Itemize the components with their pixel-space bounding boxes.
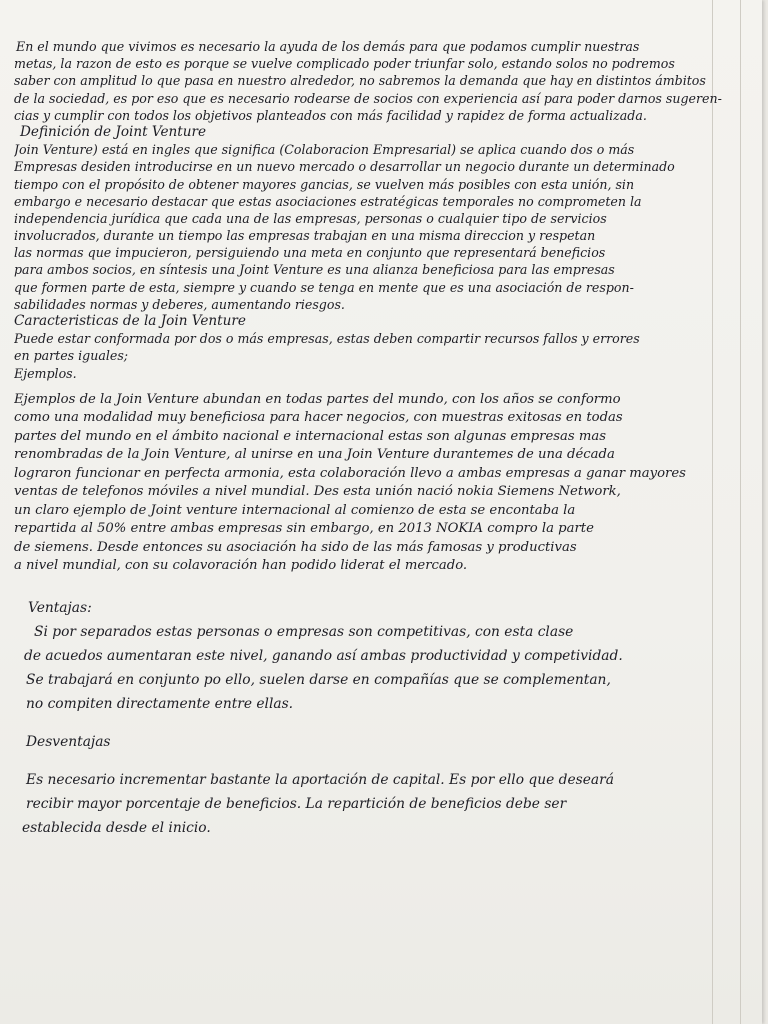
text-line: como una modalidad muy beneficiosa para hacer negocios, con muestras exitosas en todas [14,410,623,426]
section-heading: Desventajas [26,733,111,750]
intro-paragraph [14,38,742,124]
text-line: embargo e necesario destacar que estas asociaciones estratégicas temporales no comprometen la [14,193,642,209]
text-line: establecida desde el inicio. [22,819,211,836]
text-line: Si por separados estas personas o empresas son competitivas, con esta clase [34,623,574,640]
text-line: que formen parte de esta, siempre y cuando se tenga en mente que es una asociación de respon- [14,279,634,295]
examples-section [14,365,742,576]
text-line: a nivel mundial, con su colavoración han podido liderat el mercado. [14,558,468,574]
text-line: En el mundo que vivimos es necesario la ayuda de los demás para que podamos cumplir nuestras [16,39,640,54]
text-line: independencia jurídica que cada una de las empresas, personas o cualquier tipo de servicios [14,210,607,226]
text-line: saber con amplitud lo que pasa en nuestro alrededor, no sabremos la demanda que hay en distintos ámbitos [14,73,706,89]
text-line: ventas de telefonos móviles a nivel mundial. Des esta unión nació nokia Siemens Network, [14,484,621,500]
text-line: tiempo con el propósito de obtener mayores gancias, se vuelven más posibles con esta unión, sin [14,176,635,192]
text-line: Puede estar conformada por dos o más empresas, estas deben compartir recursos fallos y errores [14,331,640,347]
text-line: recibir mayor porcentaje de beneficios. La repartición de beneficios debe ser [26,795,567,812]
definition-section [14,124,742,313]
text-line: repartida al 50% entre ambas empresas sin embargo, en 2013 NOKIA compro la parte [14,521,594,537]
text-line: Join Venture) está en ingles que significa (Colaboracion Empresarial) se aplica cuando dos o más [14,142,635,158]
text-line: involucrados, durante un tiempo las empresas trabajan en una misma direccion y respetan [14,228,596,244]
text-line: de acuedos aumentaran este nivel, ganando así ambas productividad y competividad. [24,647,623,664]
text-line: cias y cumplir con todos los objetivos planteados con más facilidad y rapidez de forma actualizada. [14,107,647,123]
advantages-section [14,596,742,716]
text-line: no compiten directamente entre ellas. [26,695,294,712]
text-line: lograron funcionar en perfecta armonia, esta colaboración llevo a ambas empresas a ganar mayores [14,465,686,481]
handwritten-text [14,38,742,840]
section-heading: Ventajas: [28,599,92,616]
disadvantages-section [14,730,742,840]
text-line: las normas que impucieron, persiguiendo una meta en conjunto que representará beneficios [14,245,606,261]
text-line: sabilidades normas y deberes, aumentando riesgos. [14,296,345,312]
text-line: un claro ejemplo de Joint venture internacional al comienzo de esta se encontaba la [14,502,576,518]
section-heading: Definición de Joint Venture [20,123,207,140]
text-line: partes del mundo en el ámbito nacional e internacional estas son algunas empresas mas [14,428,606,444]
section-heading: Caracteristicas de la Join Venture [14,313,246,329]
text-line: renombradas de la Join Venture, al unirse en una Join Venture durantemes de una década [14,447,615,463]
text-line: Se trabajará en conjunto po ello, suelen darse en compañías que se complementan, [26,671,611,688]
text-line: de la sociedad, es por eso que es necesario rodearse de socios con experiencia así para poder darnos sugeren- [14,90,722,106]
text-line: Empresas desiden introducirse en un nuevo mercado o desarrollar un negocio durante un determinado [14,159,675,175]
section-heading: Ejemplos. [14,365,77,381]
text-line: Ejemplos de la Join Venture abundan en todas partes del mundo, con los años se conformo [14,391,621,407]
text-line: en partes iguales; [14,348,129,364]
text-line: de siemens. Desde entonces su asociación ha sido de las más famosas y productivas [14,539,577,555]
text-line: metas, la razon de esto es porque se vuelve complicado poder triunfar solo, estando solos no podremos [14,56,675,72]
text-line: para ambos socios, en síntesis una Joint Venture es una alianza beneficiosa para las empresas [14,262,615,278]
text-line: Es necesario incrementar bastante la aportación de capital. Es por ello que deseará [26,771,614,788]
characteristics-section [14,313,742,365]
